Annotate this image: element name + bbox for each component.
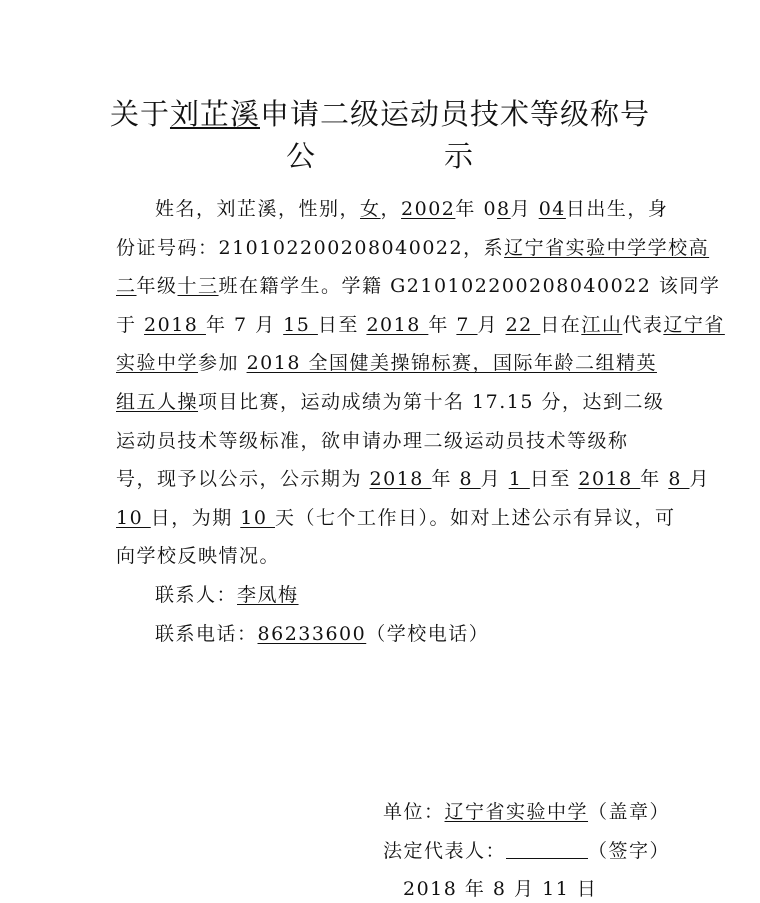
birth-day: 04 — [538, 198, 566, 220]
body-line-6: 组五人操项目比赛，运动成绩为第十名 17.15 分，达到二级 — [116, 390, 665, 413]
phone-line: 联系电话：86233600（学校电话） — [155, 622, 490, 645]
phone-number: 86233600 — [257, 622, 367, 645]
contact-line: 联系人：李凤梅 — [155, 583, 299, 606]
body-line-5: 实验中学参加 2018 全国健美操锦标赛，国际年龄二组精英 — [116, 352, 657, 375]
subtitle-char-1: 公 — [285, 139, 316, 173]
body-line-10: 向学校反映情况。 — [116, 545, 281, 568]
body-line-1: 姓名，刘芷溪，性别，女，2002年 08月 04日出生，身 — [155, 198, 669, 220]
title-suffix: 申请二级运动员技术等级称号 — [260, 97, 651, 131]
signature-blank — [506, 840, 588, 859]
body-line-9: 10 日，为期 10 天（七个工作日）。如对上述公示有异议，可 — [116, 506, 676, 529]
notice-date: 2018 年 8 月 11 日 — [403, 878, 598, 900]
document-subtitle — [0, 134, 760, 175]
birth-month: 8 — [497, 198, 511, 220]
body-line-3: 二年级十三班在籍学生。学籍 G210102200208040022 该同学 — [116, 275, 721, 298]
unit-line: 单位：辽宁省实验中学（盖章） — [383, 801, 671, 823]
body-line-7: 运动员技术等级标准，欲申请办理二级运动员技术等级称 — [116, 429, 629, 452]
class-value: 十三 — [177, 275, 219, 298]
title-name: 刘芷溪 — [169, 97, 260, 131]
gender-value: 女 — [360, 198, 381, 220]
contact-name: 李凤梅 — [237, 583, 299, 606]
grade-value: 二 — [116, 275, 137, 298]
notice-body — [116, 190, 725, 653]
body-line-8: 号，现予以公示，公示期为 2018 年 8 月 1 日至 2018 年 8 月 — [116, 468, 710, 491]
subtitle-char-2: 示 — [444, 139, 475, 173]
representative-line: 法定代表人： （签字） — [383, 840, 671, 862]
document-title — [0, 92, 760, 133]
competition-place: 江山 — [581, 313, 623, 336]
body-line-4: 于 2018 年 7 月 15 日至 2018 年 7 月 22 日在江山代表辽宁省 — [116, 313, 725, 336]
event-name: 2018 全国健美操锦标赛，国际年龄二组精英 — [246, 352, 657, 375]
birth-year: 2002 — [401, 198, 456, 220]
body-line-2: 份证号码：210102200208040022，系辽宁省实验中学学校高 — [116, 236, 710, 259]
title-prefix: 关于 — [109, 97, 170, 131]
school-name: 辽宁省实验中学学校 — [504, 236, 689, 259]
unit-name: 辽宁省实验中学 — [444, 801, 589, 823]
